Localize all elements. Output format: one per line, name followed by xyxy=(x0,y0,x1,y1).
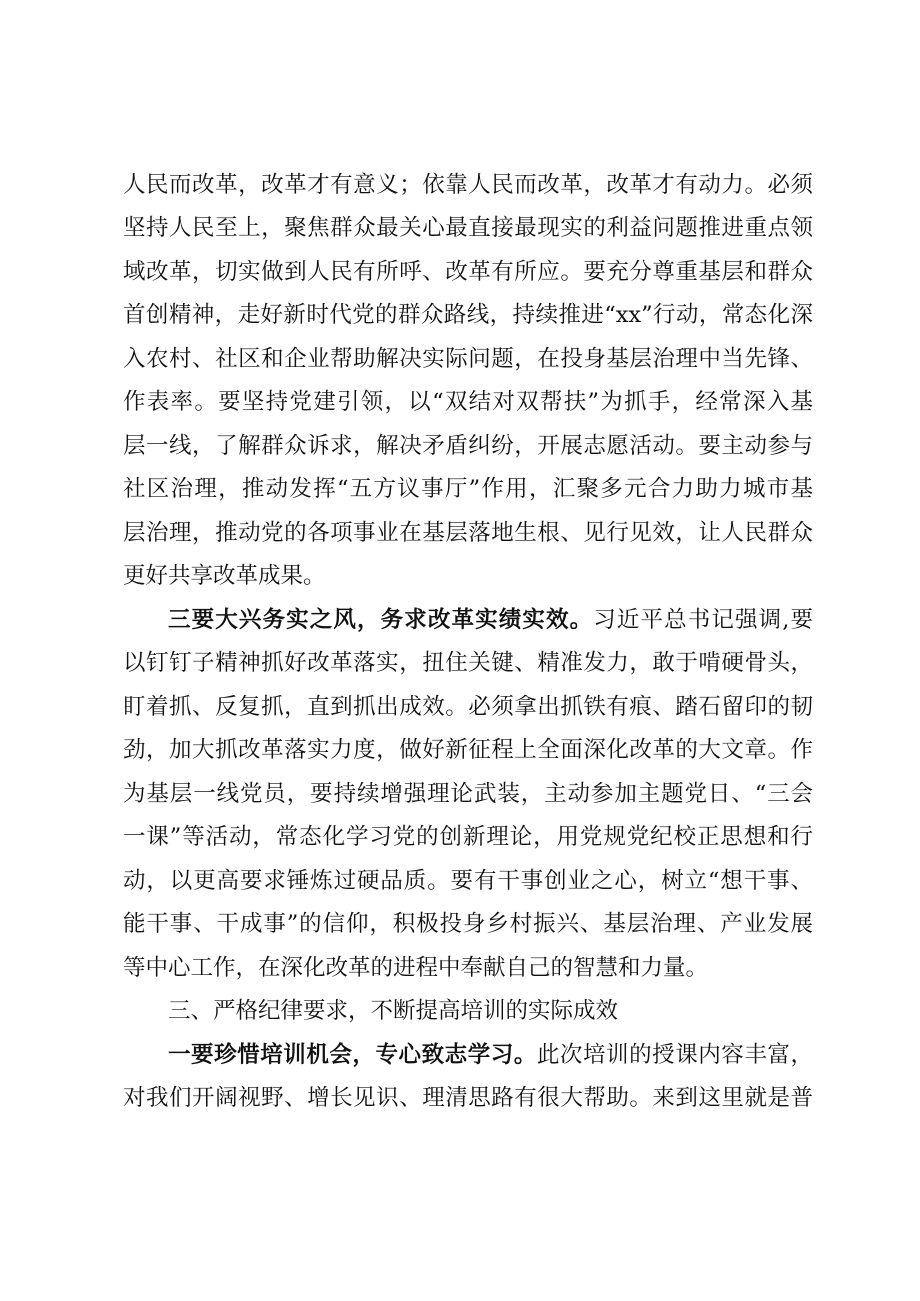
paragraph-line: 一课”等活动，常态化学习党的创新理论，用党规党纪校正思想和行 xyxy=(123,824,813,850)
section-lead-line xyxy=(168,598,813,642)
paragraph-text: 此次培训的授课内容丰富， xyxy=(536,1042,813,1068)
paragraph-line: 域改革，切实做到人民有所呼、改革有所应。要充分尊重基层和群众 xyxy=(123,259,813,285)
paragraph-line: 首创精神，走好新时代党的群众路线，持续推进“xx”行动，常态化深 xyxy=(123,302,813,328)
paragraph-line: 以钉钉子精神抓好改革落实，扭住关键、精准发力，敢于啃硬骨头， xyxy=(123,650,813,676)
paragraph-line: 对我们开阔视野、增长见识、理清思路有很大帮助。来到这里就是普 xyxy=(123,1085,813,1111)
paragraph-line: 入农村、社区和企业帮助解决实际问题，在投身基层治理中当先锋、 xyxy=(123,346,813,372)
section-heading: 三、严格纪律要求，不断提高培训的实际成效 xyxy=(168,998,619,1024)
paragraph-line: 作表率。要坚持党建引领，以“双结对双帮扶”为抓手，经常深入基 xyxy=(123,389,813,415)
paragraph-line: 动，以更高要求锤炼过硬品质。要有干事创业之心，树立“想干事、 xyxy=(123,868,813,894)
bold-lead-text: 一要珍惜培训机会，专心致志学习。 xyxy=(168,1042,537,1068)
section-lead-line xyxy=(168,1033,813,1077)
paragraph-line: 劲，加大抓改革落实力度，做好新征程上全面深化改革的大文章。作 xyxy=(123,737,813,763)
paragraph-text: 习近平总书记强调,要 xyxy=(593,607,813,633)
paragraph-line: 等中心工作，在深化改革的进程中奉献自己的智慧和力量。 xyxy=(123,955,709,981)
paragraph-line: 层治理，推动党的各项事业在基层落地生根、见行见效，让人民群众 xyxy=(123,520,813,546)
paragraph-line: 为基层一线党员，要持续增强理论武装，主动参加主题党日、“三会 xyxy=(123,781,813,807)
paragraph-line: 社区治理，推动发挥“五方议事厅”作用，汇聚多元合力助力城市基 xyxy=(123,476,813,502)
paragraph-line: 能干事、干成事”的信仰，积极投身乡村振兴、基层治理、产业发展 xyxy=(123,911,813,937)
paragraph-line: 盯着抓、反复抓，直到抓出成效。必须拿出抓铁有痕、踏石留印的韧 xyxy=(123,694,813,720)
paragraph-line: 更好共享改革成果。 xyxy=(123,563,326,589)
paragraph-line: 人民而改革，改革才有意义；依靠人民而改革，改革才有动力。必须 xyxy=(123,172,813,198)
paragraph-line: 层一线，了解群众诉求，解决矛盾纠纷，开展志愿活动。要主动参与 xyxy=(123,433,813,459)
paragraph-line: 坚持人民至上，聚焦群众最关心最直接最现实的利益问题推进重点领 xyxy=(123,215,813,241)
bold-lead-text: 三要大兴务实之风，务求改革实绩实效。 xyxy=(168,607,594,633)
